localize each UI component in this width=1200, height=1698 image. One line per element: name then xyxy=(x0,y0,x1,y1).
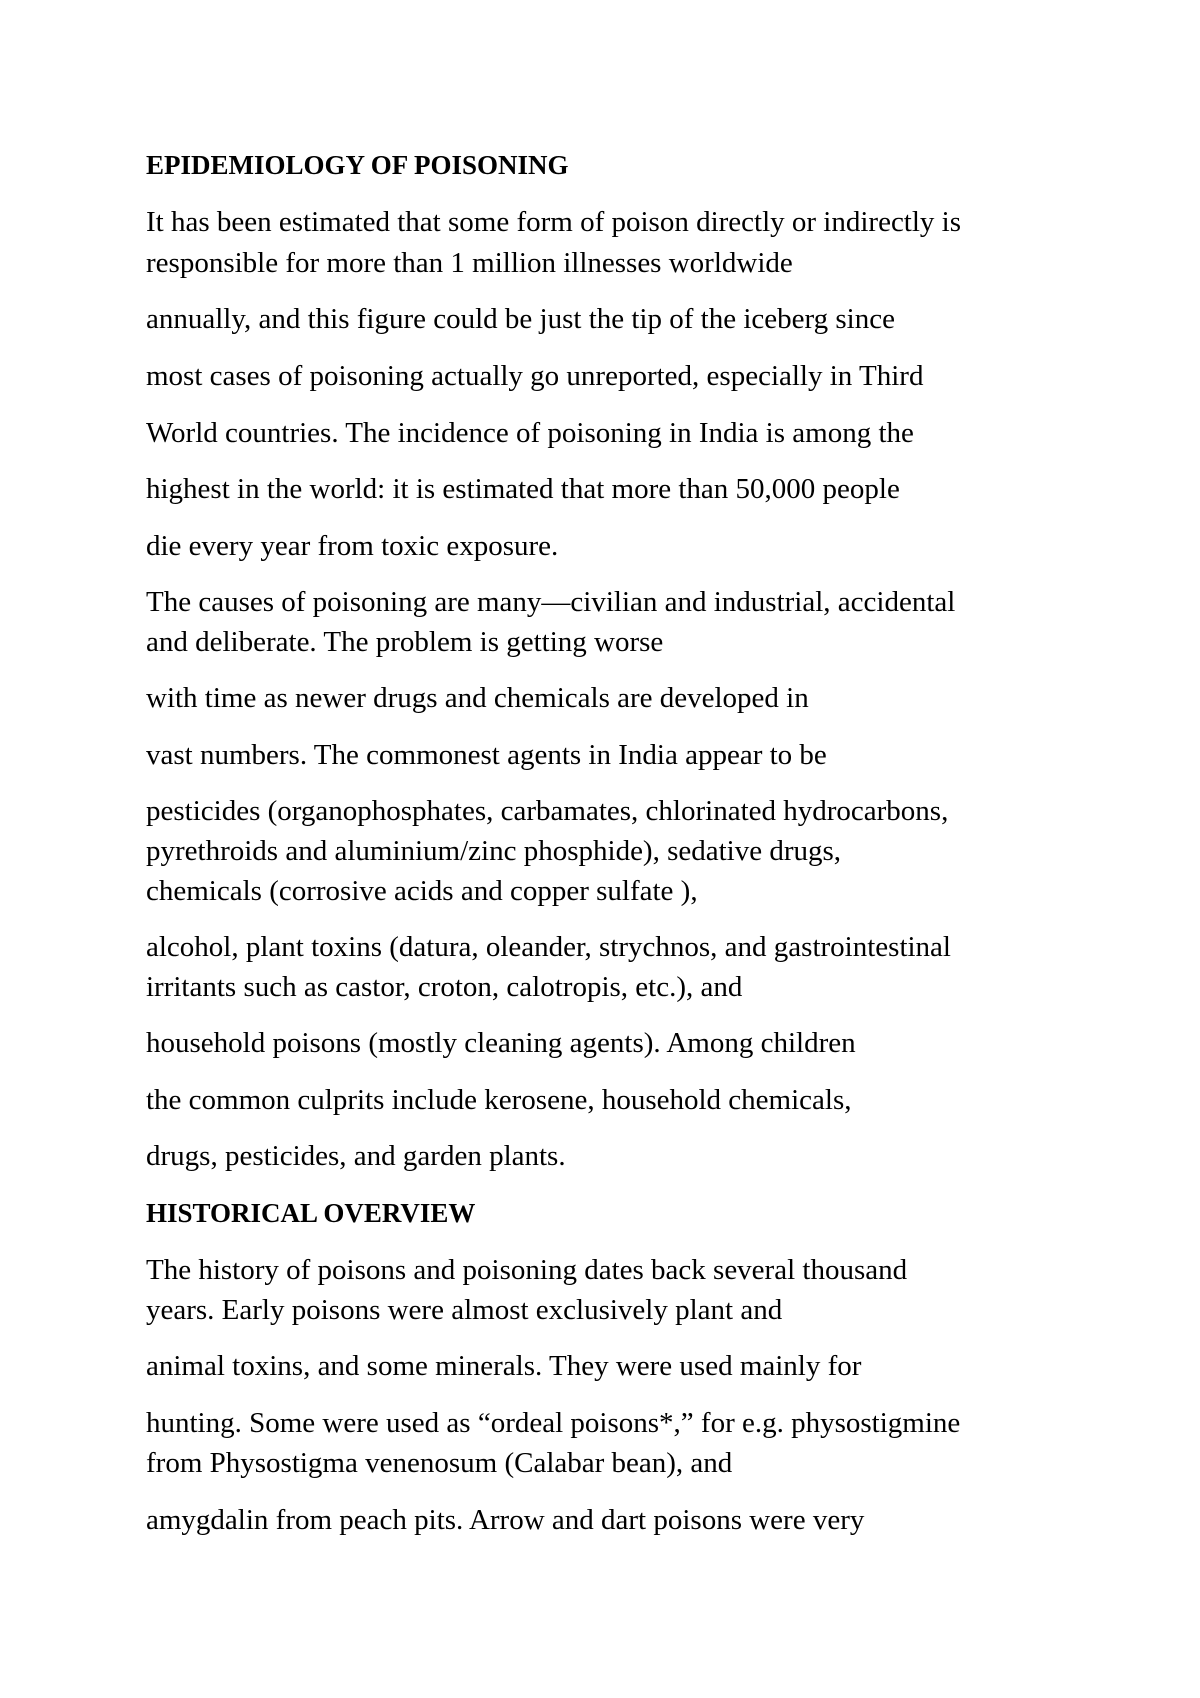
text-line: It has been estimated that some form of poison directly or indirectly is xyxy=(146,206,962,238)
text-line: annually, and this figure could be just the tip of the iceberg since xyxy=(146,303,895,335)
text-line: highest in the world: it is estimated that more than 50,000 people xyxy=(146,473,900,505)
text-line: The history of poisons and poisoning dates back several thousand xyxy=(146,1254,908,1286)
text-line: with time as newer drugs and chemicals are developed in xyxy=(146,682,809,714)
text-line: drugs, pesticides, and garden plants. xyxy=(146,1140,566,1172)
text-line: responsible for more than 1 million illnesses worldwide xyxy=(146,247,793,279)
text-line: years. Early poisons were almost exclusively plant and xyxy=(146,1294,783,1326)
text-line: World countries. The incidence of poisoning in India is among the xyxy=(146,417,914,449)
text-line: alcohol, plant toxins (datura, oleander, strychnos, and gastrointestinal xyxy=(146,931,951,963)
text-line: and deliberate. The problem is getting worse xyxy=(146,626,664,658)
text-line: die every year from toxic exposure. xyxy=(146,530,559,562)
section-heading-historical-overview: HISTORICAL OVERVIEW xyxy=(146,1198,476,1228)
text-line: amygdalin from peach pits. Arrow and dart poisons were very xyxy=(146,1504,865,1536)
text-line: pesticides (organophosphates, carbamates, chlorinated hydrocarbons, xyxy=(146,795,949,827)
text-line: animal toxins, and some minerals. They were used mainly for xyxy=(146,1350,862,1382)
text-line: the common culprits include kerosene, household chemicals, xyxy=(146,1084,852,1116)
text-line: pyrethroids and aluminium/zinc phosphide), sedative drugs, xyxy=(146,835,842,867)
text-line: chemicals (corrosive acids and copper sulfate ), xyxy=(146,875,698,907)
text-line: from Physostigma venenosum (Calabar bean), and xyxy=(146,1447,733,1479)
text-line: household poisons (mostly cleaning agents). Among children xyxy=(146,1027,856,1059)
text-line: most cases of poisoning actually go unreported, especially in Third xyxy=(146,360,924,392)
text-line: The causes of poisoning are many—civilian and industrial, accidental xyxy=(146,586,956,618)
section-heading-epidemiology: EPIDEMIOLOGY OF POISONING xyxy=(146,150,569,180)
text-line: irritants such as castor, croton, calotropis, etc.), and xyxy=(146,971,743,1003)
text-line: hunting. Some were used as “ordeal poisons*,” for e.g. physostigmine xyxy=(146,1407,961,1439)
text-line: vast numbers. The commonest agents in India appear to be xyxy=(146,739,827,771)
